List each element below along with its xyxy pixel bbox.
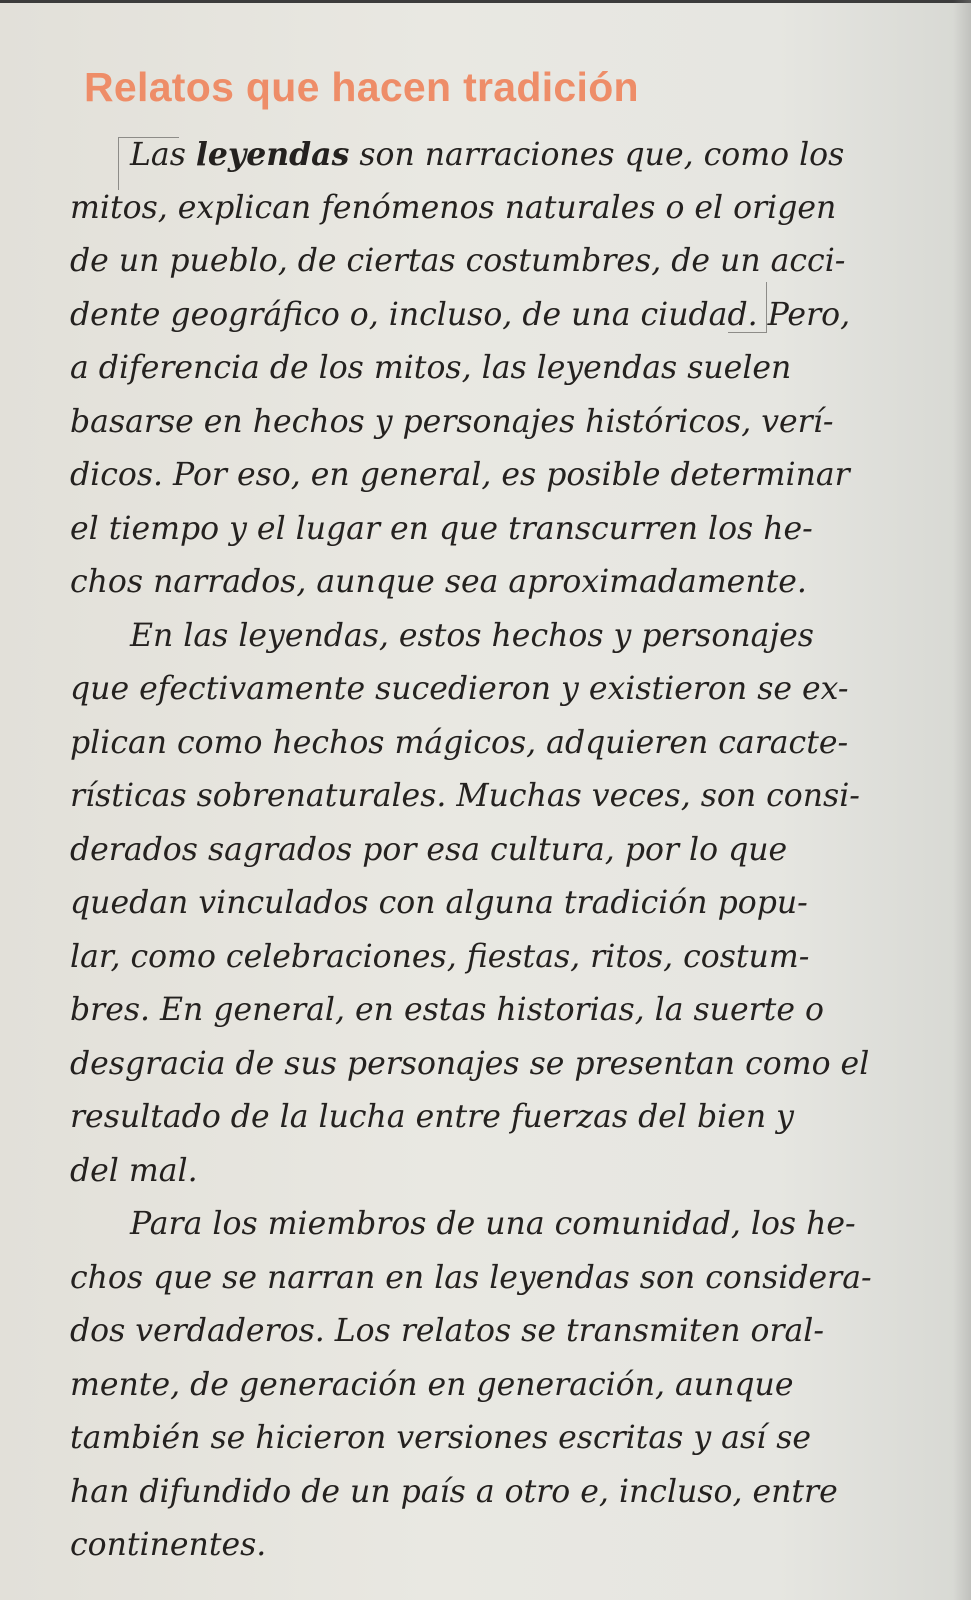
section-heading: Relatos que hacen tradición — [84, 64, 639, 110]
text-line: quedan vinculados con alguna tradición popu- — [70, 885, 808, 921]
text-line: Para los miembros de una comunidad, los he- — [130, 1206, 856, 1242]
text-line: basarse en hechos y personajes históricos, verí- — [70, 403, 834, 440]
text-line: chos que se narran en las leyendas son considera- — [70, 1259, 872, 1296]
text-line: bres. En general, en estas historias, la suerte o — [70, 992, 824, 1028]
body-text — [70, 128, 870, 1573]
text-line: dente geográfico o, incluso, de una ciudad. Pero, — [70, 296, 851, 333]
text-line — [70, 128, 870, 182]
text-line: el tiempo y el lugar en que transcurren los he- — [70, 510, 813, 547]
text-line: continentes. — [70, 1527, 267, 1563]
page-top-edge — [0, 0, 971, 3]
text-line: del mal. — [70, 1152, 198, 1189]
text-line: mente, de generación en generación, aunque — [70, 1366, 794, 1403]
text-line: a diferencia de los mitos, las leyendas suelen — [70, 350, 792, 386]
text-line: dicos. Por eso, en general, es posible determinar — [70, 457, 850, 493]
text-line: mitos, explican fenómenos naturales o el origen — [70, 189, 837, 226]
text-line: En las leyendas, estos hechos y personajes — [130, 617, 814, 654]
text-line: resultado de la lucha entre fuerzas del bien y — [70, 1099, 794, 1135]
page-edge-shadow — [953, 0, 971, 1600]
bold-term: leyendas — [195, 136, 350, 173]
text-line: lar, como celebraciones, fiestas, ritos, costum- — [70, 938, 810, 975]
text-line: dos verdaderos. Los relatos se transmiten oral- — [70, 1313, 825, 1349]
text-line: han difundido de un país a otro e, incluso, entre — [70, 1473, 838, 1510]
text-line: chos narrados, aunque sea aproximadamente. — [70, 564, 807, 600]
text-line: también se hicieron versiones escritas y así se — [70, 1420, 812, 1456]
text-fragment: Las — [130, 137, 196, 173]
text-line: que efectivamente sucedieron y existieron se ex- — [70, 671, 849, 707]
text-line: desgracia de sus personajes se presentan como el — [70, 1045, 870, 1082]
text-line: de un pueblo, de ciertas costumbres, de un acci- — [70, 243, 846, 279]
text-line: plican como hechos mágicos, adquieren caracte- — [70, 724, 849, 761]
text-fragment: son narraciones que, como los — [349, 137, 845, 173]
text-line: rísticas sobrenaturales. Muchas veces, son consi- — [70, 778, 860, 814]
text-line: derados sagrados por esa cultura, por lo que — [70, 831, 788, 868]
